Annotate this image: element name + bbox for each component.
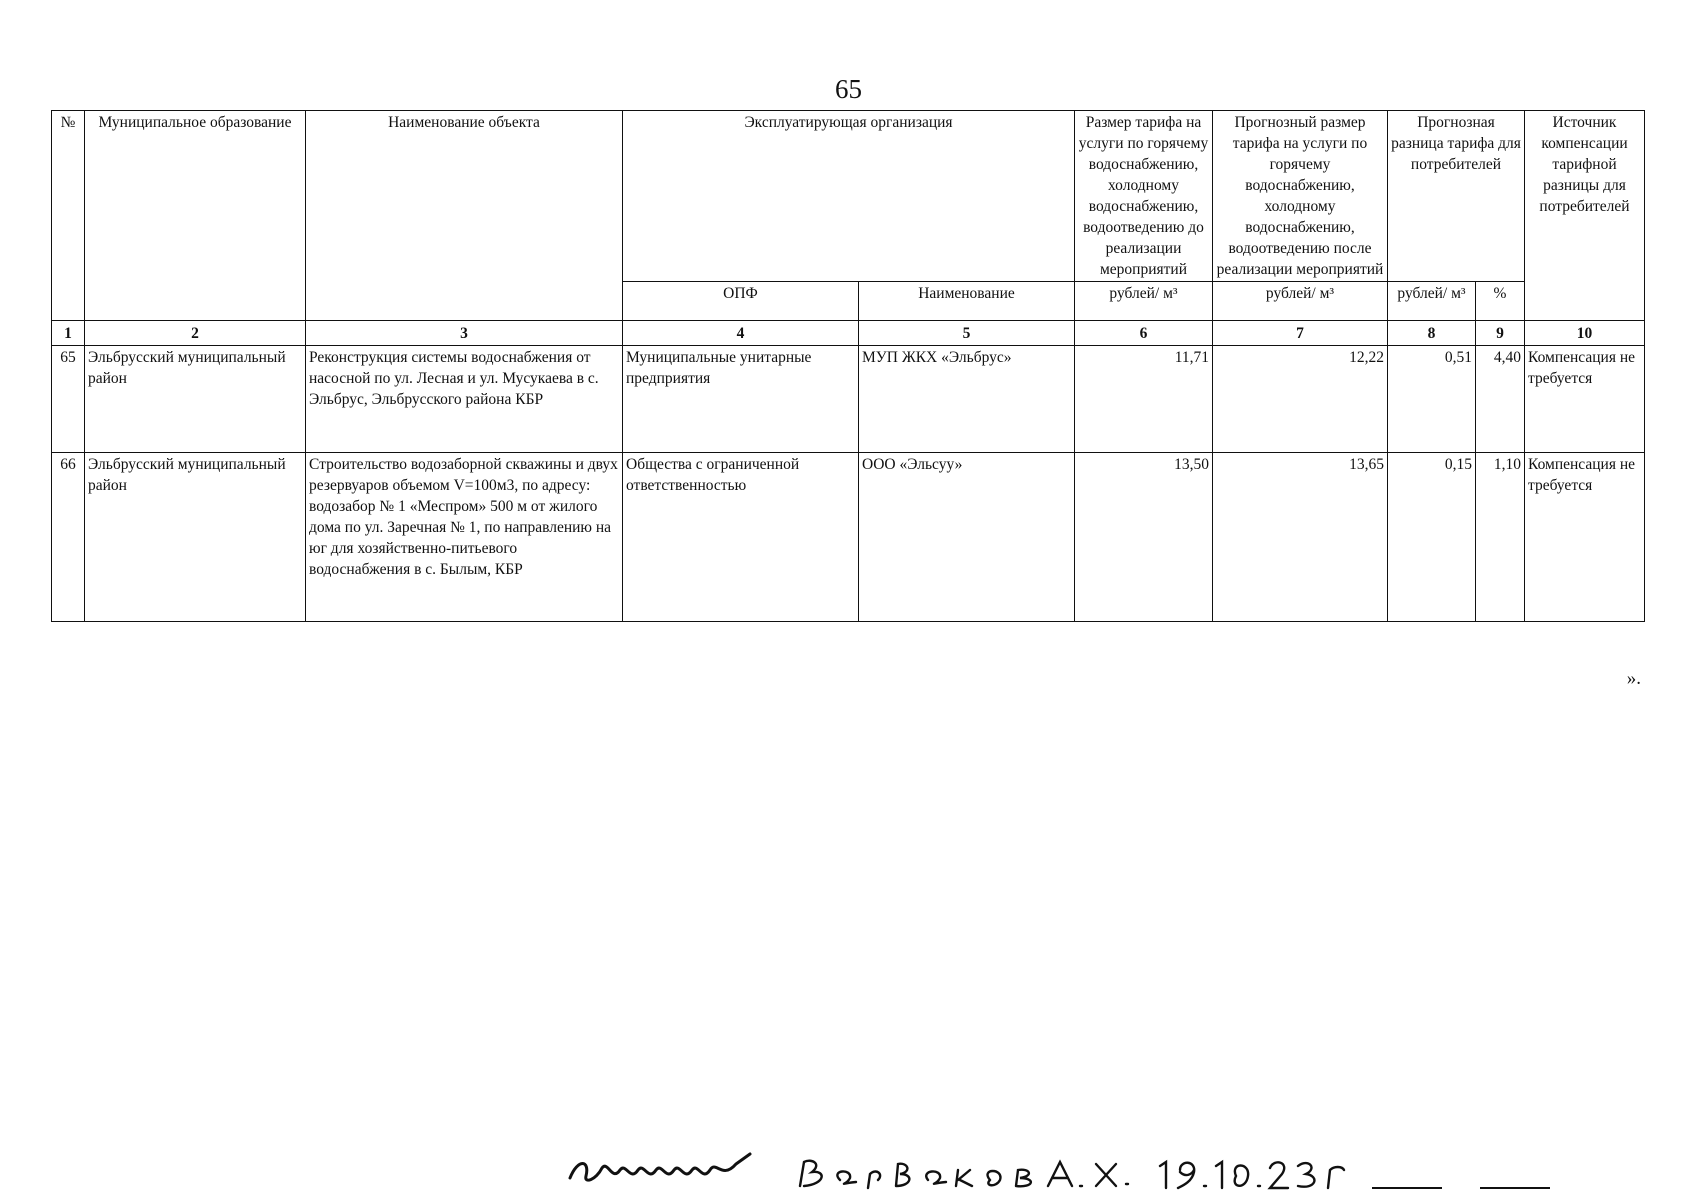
opf-cell: Общества с ограниченной ответственностью [623,453,859,622]
column-number: 9 [1476,321,1525,346]
header-unit-percent: % [1476,282,1525,321]
page-number: 65 [835,74,862,104]
signature-date-strokes [1160,1162,1344,1188]
header-compensation: Источник компенсации тарифной разницы для потребителей [1525,111,1645,321]
municipality-cell: Эльбрусский муниципальный район [85,453,306,622]
header-unit-after: рублей/ м³ [1213,282,1388,321]
diff-pct-cell: 4,40 [1476,346,1525,453]
header-tariff-before: Размер тарифа на услуги по горячему водоснабжению, холодному водоснабжению, водоотведению до реализации мероприятий [1075,111,1213,282]
tariff-after-cell: 12,22 [1213,346,1388,453]
header-unit-diff: рублей/ м³ [1388,282,1476,321]
column-number: 10 [1525,321,1645,346]
row-number: 66 [52,453,85,622]
column-number: 3 [306,321,623,346]
header-operator: Эксплуатирующая организация [623,111,1075,282]
compensation-cell: Компенсация не требуется [1525,346,1645,453]
diff-pct-cell: 1,10 [1476,453,1525,622]
tariff-before-cell: 11,71 [1075,346,1213,453]
column-number: 5 [859,321,1075,346]
header-no: № [52,111,85,321]
header-tariff-diff: Прогнозная разница тарифа для потребителей [1388,111,1525,282]
handwritten-signature [560,1140,1660,1200]
table-row [52,453,1645,622]
header-object-name: Наименование объекта [306,111,623,321]
column-number-row [52,321,1645,346]
header-unit-before: рублей/ м³ [1075,282,1213,321]
column-number: 6 [1075,321,1213,346]
signature-name-strokes [800,1161,1031,1188]
column-number: 2 [85,321,306,346]
tariff-before-cell: 13,50 [1075,453,1213,622]
header-tariff-after: Прогнозный размер тарифа на услуги по горячему водоснабжению, холодному водоснабжению, водоотведению после реализации мероприятий [1213,111,1388,282]
compensation-cell: Компенсация не требуется [1525,453,1645,622]
header-municipality: Муниципальное образование [85,111,306,321]
header-row-main [52,111,1645,282]
row-number: 65 [52,346,85,453]
municipality-cell: Эльбрусский муниципальный район [85,346,306,453]
tariff-after-cell: 13,65 [1213,453,1388,622]
org-name-cell: ООО «Эльсуу» [859,453,1075,622]
column-number: 4 [623,321,859,346]
object-cell: Строительство водозаборной скважины и двух резервуаров объемом V=100м3, по адресу: водозабор № 1 «Меспром» 500 м от жилого дома по ул. Заречная № 1, по направлению на юг для хозяйственно-питьевого водоснабжения в с. Былым, КБР [306,453,623,622]
signature-initials-strokes [1048,1162,1128,1186]
org-name-cell: МУП ЖКХ «Эльбрус» [859,346,1075,453]
column-number: 7 [1213,321,1388,346]
opf-cell: Муниципальные унитарные предприятия [623,346,859,453]
column-number: 8 [1388,321,1476,346]
signature-scribble [570,1154,750,1180]
table-row [52,346,1645,453]
header-opf: ОПФ [623,282,859,321]
header-org-name: Наименование [859,282,1075,321]
diff-rub-cell: 0,15 [1388,453,1476,622]
column-number: 1 [52,321,85,346]
closing-quote: ». [1626,668,1641,689]
object-cell: Реконструкция системы водоснабжения от насосной по ул. Лесная и ул. Мусукаева в с. Эльбрус, Эльбрусского района КБР [306,346,623,453]
tariff-table [51,110,1645,622]
diff-rub-cell: 0,51 [1388,346,1476,453]
